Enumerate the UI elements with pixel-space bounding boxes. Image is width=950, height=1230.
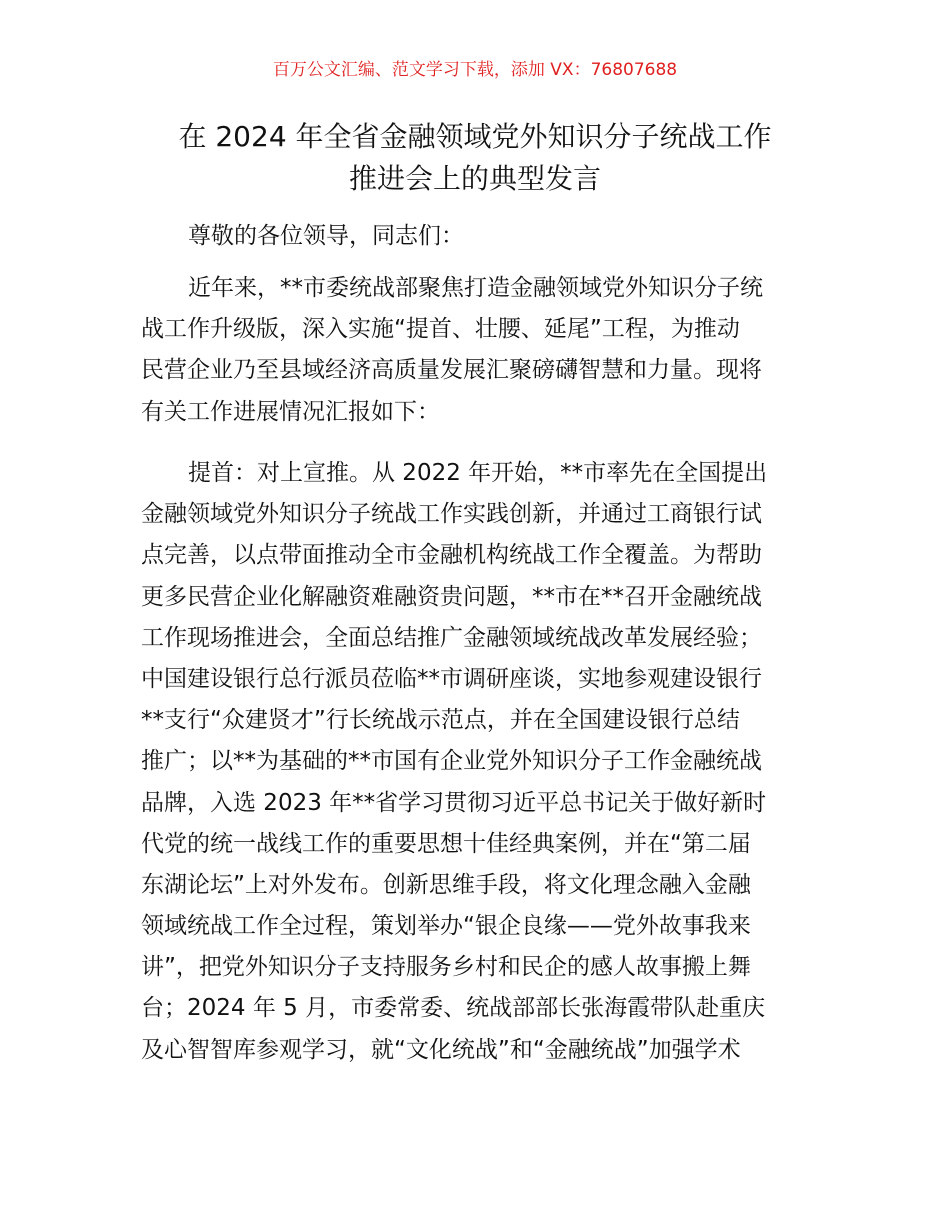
title-line: 在 2024 年全省金融领域党外知识分子统战工作 — [178, 120, 772, 153]
paragraph-line: 更多民营企业化解融资难融资贵问题，**市在**召开金融统战 — [141, 583, 762, 610]
paragraph-line: 台；2024 年 5 月，市委常委、统战部部长张海霞带队赴重庆 — [141, 995, 766, 1022]
paragraph-line: 讲”，把党外知识分子支持服务乡村和民企的感人故事搬上舞 — [141, 954, 751, 981]
paragraph-line: 战工作升级版，深入实施“提首、壮腰、延尾”工程，为推动 — [141, 316, 740, 343]
paragraph-line: 及心智智库参观学习，就“文化统战”和“金融统战”加强学术 — [141, 1036, 741, 1063]
paragraph-line: 提首：对上宣推。从 2022 年开始，**市率先在全国提出 — [188, 460, 768, 486]
salutation: 尊敬的各位领导，同志们： — [188, 223, 464, 249]
paragraph-line: **支行“众建贤才”行长统战示范点，并在全国建设银行总结 — [141, 707, 740, 734]
paragraph-line: 代党的统一战线工作的重要思想十佳经典案例，并在“第二届 — [141, 830, 751, 857]
title-line: 推进会上的典型发言 — [348, 162, 601, 195]
paragraph-line: 推广；以**为基础的**市国有企业党外知识分子工作金融统战 — [141, 748, 762, 775]
paragraph-intro — [141, 268, 813, 433]
paragraph-line: 领域统战工作全过程，策划举办“银企良缘——党外故事我来 — [141, 913, 751, 940]
paragraph-line: 东湖论坛”上对外发布。创新思维手段，将文化理念融入金融 — [141, 871, 751, 898]
paragraph-line: 有关工作进展情况汇报如下： — [141, 398, 440, 425]
paragraph-line: 民营企业乃至县域经济高质量发展汇聚磅礴智慧和力量。现将 — [141, 357, 762, 384]
document-title — [120, 116, 830, 200]
paragraph-line: 工作现场推进会，全面总结推广金融领域统战改革发展经验； — [141, 624, 762, 651]
header-watermark-note: 百万公文汇编、范文学习下载，添加 VX：76807688 — [272, 60, 678, 80]
paragraph-line: 品牌，入选 2023 年**省学习贯彻习近平总书记关于做好新时 — [141, 789, 767, 816]
paragraph-line: 金融领域党外知识分子统战工作实践创新，并通过工商银行试 — [141, 501, 762, 528]
paragraph-line: 近年来，**市委统战部聚焦打造金融领域党外知识分子统 — [188, 275, 763, 301]
paragraph-line: 中国建设银行总行派员莅临**市调研座谈，实地参观建设银行 — [141, 665, 762, 692]
paragraph-tishou — [141, 453, 813, 1071]
paragraph-line: 点完善，以点带面推动全市金融机构统战工作全覆盖。为帮助 — [141, 542, 762, 569]
